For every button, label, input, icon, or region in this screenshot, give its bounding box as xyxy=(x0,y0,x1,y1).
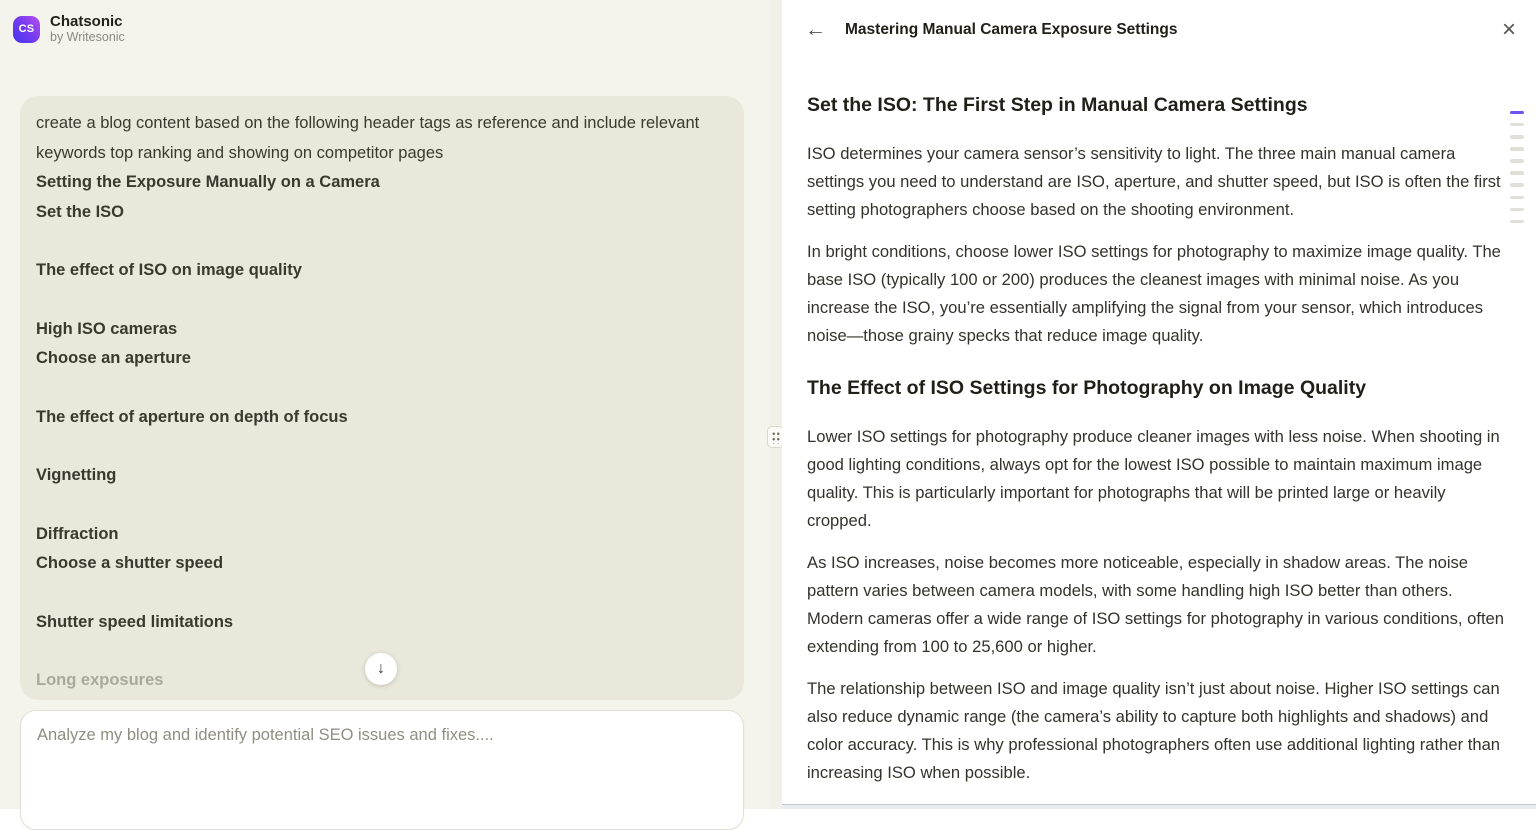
document-panel xyxy=(782,0,1536,809)
close-button[interactable] xyxy=(1496,16,1522,43)
minimap-dash[interactable] xyxy=(1510,220,1524,223)
document-header xyxy=(782,0,1536,60)
minimap-dash[interactable] xyxy=(1510,171,1524,174)
header-tag-line: Vignetting xyxy=(36,466,117,484)
header-tag-line: Diffraction xyxy=(36,524,119,543)
header-tag-group xyxy=(36,608,726,638)
header-tag-group xyxy=(36,315,726,374)
user-message-bubble xyxy=(20,96,744,700)
chat-panel xyxy=(0,0,770,809)
brand xyxy=(13,13,125,45)
back-button[interactable] xyxy=(799,18,832,42)
header-tag-group xyxy=(36,403,726,433)
chat-input[interactable] xyxy=(21,711,743,807)
header-tag-group xyxy=(36,520,726,579)
header-tag-line: High ISO cameras xyxy=(36,319,178,338)
user-message-intro: create a blog content based on the following header tags as reference and include relevant keywords top ranking and showing on competitor pages xyxy=(36,114,700,162)
app-title: Chatsonic xyxy=(50,13,123,30)
header-tag-line: The effect of ISO on image quality xyxy=(36,261,302,279)
document-section xyxy=(807,94,1505,350)
document-title: Mastering Manual Camera Exposure Settings xyxy=(845,21,1178,38)
header-tag-line: Set the ISO xyxy=(36,202,125,221)
header-tag-line: The effect of aperture on depth of focus xyxy=(36,407,348,426)
minimap-dash[interactable] xyxy=(1510,183,1524,186)
close-icon: × xyxy=(1501,16,1516,43)
header-tag-group xyxy=(36,168,726,227)
header-tag-line: Long exposures xyxy=(36,671,164,689)
header-tag-line: Shutter speed limitations xyxy=(36,612,234,631)
header-tag-line: Setting the Exposure Manually on a Camera xyxy=(36,173,380,191)
minimap-dash[interactable] xyxy=(1510,135,1524,138)
document-section xyxy=(807,377,1505,787)
section-heading: Set the ISO: The First Step in Manual Camera Settings xyxy=(807,94,1308,116)
header-tag-group xyxy=(36,461,726,491)
section-heading: The Effect of ISO Settings for Photography on Image Quality xyxy=(807,377,1367,399)
grip-dots-icon xyxy=(771,430,781,444)
header-tag-line: Choose a shutter speed xyxy=(36,554,224,572)
chatsonic-logo-icon: CS xyxy=(13,16,40,43)
arrow-down-icon: ↓ xyxy=(377,660,385,677)
document-minimap xyxy=(1510,111,1524,232)
header-tag-list xyxy=(36,168,726,696)
back-arrow-icon: ← xyxy=(805,18,826,41)
app-byline: by Writesonic xyxy=(50,30,125,44)
minimap-dash-active[interactable] xyxy=(1510,111,1524,114)
message-composer xyxy=(20,710,744,830)
header-tag-group xyxy=(36,256,726,286)
minimap-dash[interactable] xyxy=(1510,159,1524,162)
minimap-dash[interactable] xyxy=(1510,147,1524,150)
scroll-to-bottom-button[interactable] xyxy=(365,653,397,685)
section-paragraph: The relationship between ISO and image quality isn’t just about noise. Higher ISO settings can also reduce dynamic range (the camera’s ability to capture both highlights and shadows) and color accuracy. This is why professional photographers often use additional lighting rather than increasing ISO when possible. xyxy=(807,679,1501,782)
brand-text xyxy=(50,13,125,45)
panel-divider[interactable] xyxy=(770,0,782,809)
section-paragraph: As ISO increases, noise becomes more noticeable, especially in shadow areas. The noise pattern varies between camera models, with some handling high ISO better than others. Modern cameras offer a wide range of ISO settings for photography in various conditions, often extending from 100 to 25,600 or higher. xyxy=(807,553,1505,656)
section-paragraph: Lower ISO settings for photography produce cleaner images with less noise. When shooting in good lighting conditions, always opt for the lowest ISO possible to maintain maximum image quality. This is particularly important for photographs that will be printed large or heavily cropped. xyxy=(807,427,1500,530)
horizontal-scrollbar[interactable] xyxy=(782,804,1536,809)
section-paragraph: ISO determines your camera sensor’s sensitivity to light. The three main manual camera settings you need to understand are ISO, aperture, and shutter speed, but ISO is often the first setting photographers choose based on the shooting environment. xyxy=(807,144,1501,219)
minimap-dash[interactable] xyxy=(1510,123,1524,126)
section-paragraph: In bright conditions, choose lower ISO settings for photography to maximize image quality. The base ISO (typically 100 or 200) produces the cleanest images with minimal noise. As you increase the ISO, you’re essentially amplifying the signal from your sensor, which introduces noise—those grainy specks that reduce image quality. xyxy=(807,242,1501,345)
document-body xyxy=(807,60,1505,801)
header-tag-line: Choose an aperture xyxy=(36,349,191,367)
minimap-dash[interactable] xyxy=(1510,208,1524,211)
minimap-dash[interactable] xyxy=(1510,196,1524,199)
